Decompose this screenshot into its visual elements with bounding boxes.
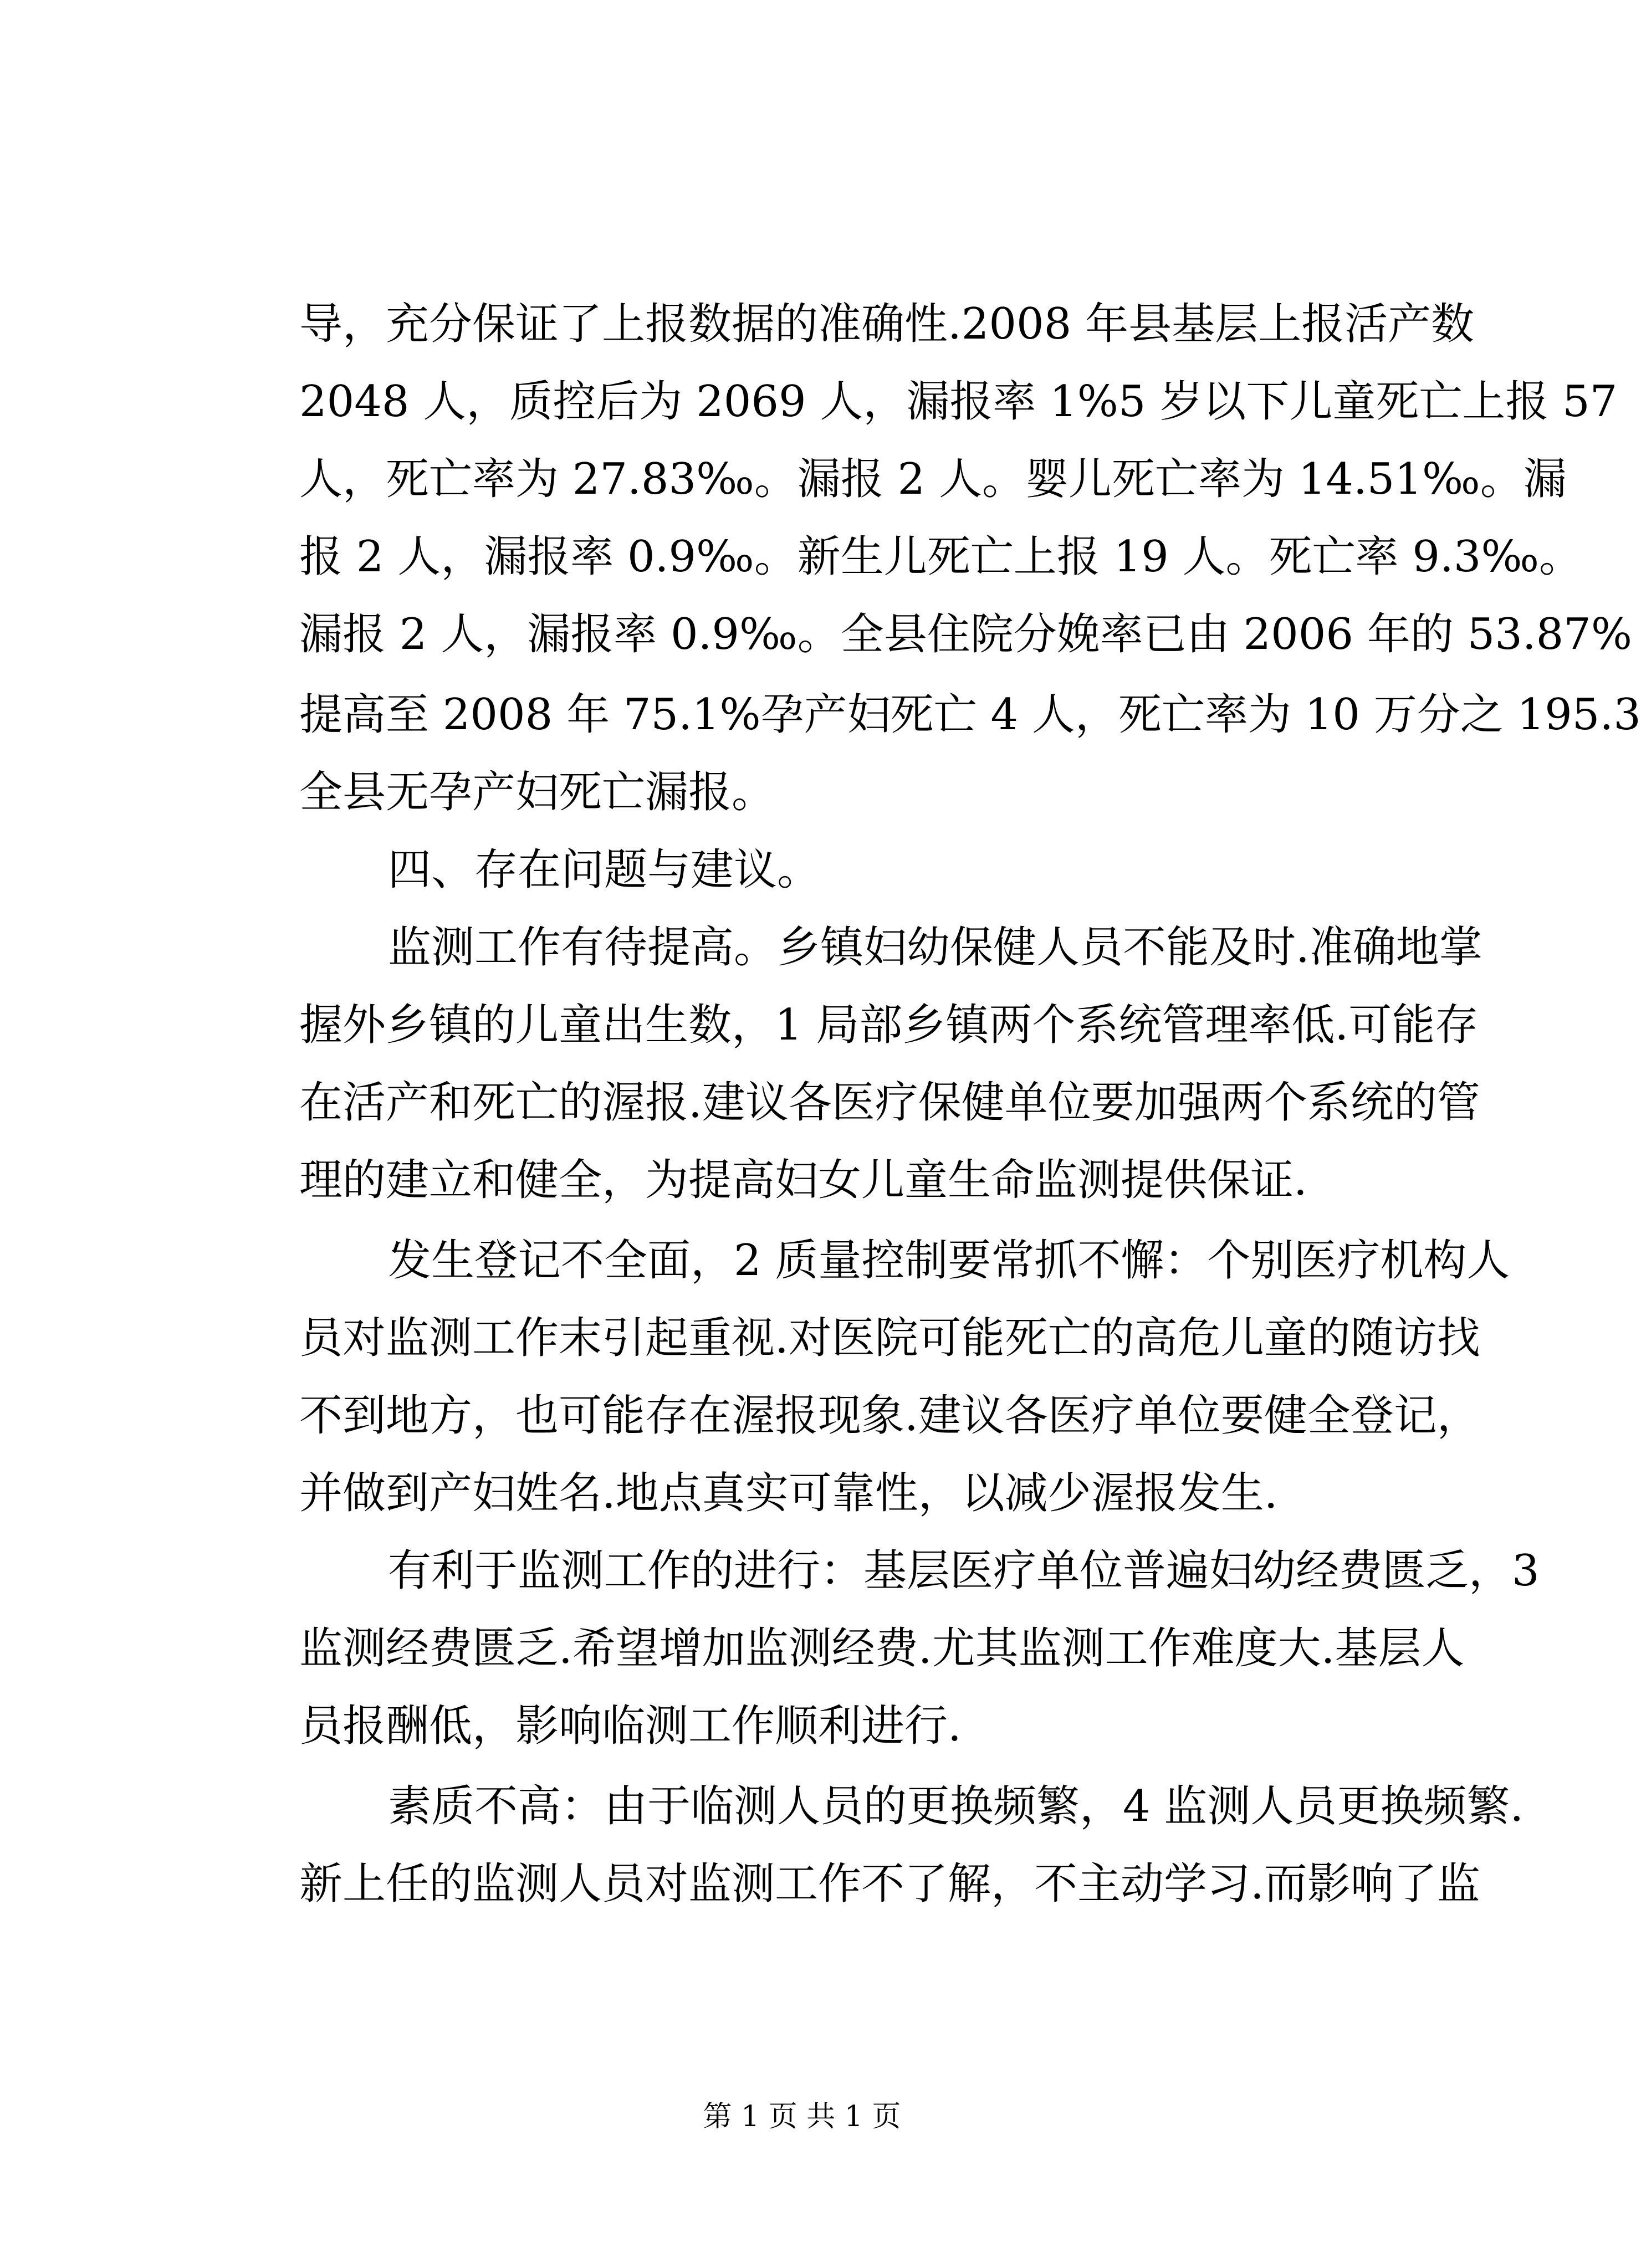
text-line-3: 人，死亡率为 27.83‰。漏报 2 人。婴儿死亡率为 14.51‰。漏	[299, 454, 1567, 504]
text-line-1: 导，充分保证了上报数据的准确性.2008 年县基层上报活产数	[299, 299, 1475, 349]
text-line-15: 不到地方，也可能存在渥报现象.建议各医疗单位要健全登记，	[299, 1391, 1480, 1441]
text-line-16: 并做到产妇姓名.地点真实可靠性，以减少渥报发生.	[299, 1468, 1278, 1518]
text-line-9: 监测工作有待提高。乡镇妇幼保健人员不能及时.准确地掌	[388, 923, 1482, 972]
text-line-10: 握外乡镇的儿童出生数，1 局部乡镇两个系统管理率低.可能存	[299, 1000, 1479, 1050]
text-line-14: 员对监测工作末引起重视.对医院可能死亡的高危儿童的随访找	[299, 1313, 1480, 1363]
section-heading: 四、存在问题与建议。	[388, 845, 821, 895]
text-line-2: 2048 人，质控后为 2069 人，漏报率 1%5 岁以下儿童死亡上报 57	[299, 377, 1618, 427]
page-footer: 第 1 页 共 1 页	[703, 2100, 901, 2133]
text-line-5: 漏报 2 人，漏报率 0.9‰。全县住院分娩率已由 2006 年的 53.87%	[299, 610, 1633, 659]
text-line-17: 有利于监测工作的进行：基层医疗单位普遍妇幼经费匮乏，3	[388, 1546, 1540, 1596]
text-line-11: 在活产和死亡的渥报.建议各医疗保健单位要加强两个系统的管	[299, 1078, 1480, 1128]
text-line-18: 监测经费匮乏.希望增加监测经费.尤其监测工作难度大.基层人	[299, 1624, 1465, 1673]
text-line-19: 员报酬低，影响临测工作顺利进行.	[299, 1701, 962, 1751]
text-line-4: 报 2 人，漏报率 0.9‰。新生儿死亡上报 19 人。死亡率 9.3‰。	[299, 532, 1583, 582]
text-line-13: 发生登记不全面，2 质量控制要常抓不懈：个别医疗机构人	[388, 1236, 1510, 1286]
text-line-20: 素质不高：由于临测人员的更换频繁，4 监测人员更换频繁.	[388, 1781, 1524, 1831]
text-line-12: 理的建立和健全，为提高妇女儿童生命监测提供保证.	[299, 1155, 1307, 1205]
text-line-6: 提高至 2008 年 75.1%孕产妇死亡 4 人，死亡率为 10 万分之 195.3	[299, 690, 1641, 740]
text-line-21: 新上任的监测人员对监测工作不了解，不主动学习.而影响了监	[299, 1859, 1480, 1909]
text-line-7: 全县无孕产妇死亡漏报。	[299, 767, 775, 817]
